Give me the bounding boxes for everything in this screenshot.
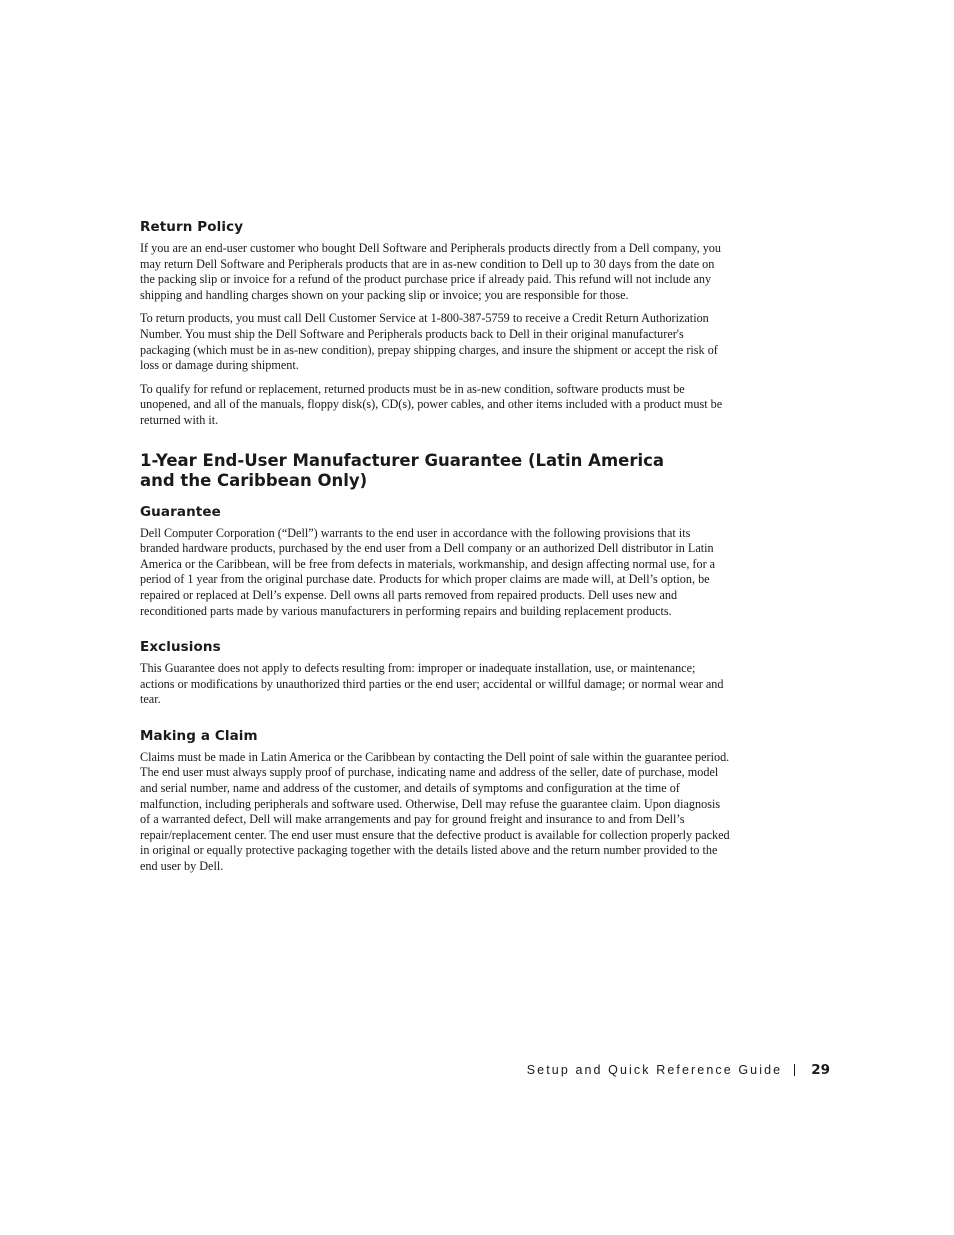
return-policy-paragraph-1: If you are an end-user customer who bought Dell Software and Peripherals products directly from a Dell company, you may return Dell Software and Peripherals products that are in as-new condition to Dell up to 30 days from the date on the packing slip or invoice for a refund of the product purchase price if already paid. This refund will not include any shipping and handling charges shown on your packing slip or invoice; you are responsible for those.	[140, 241, 721, 302]
page-content	[140, 218, 730, 883]
exclusions-heading: Exclusions	[140, 639, 221, 656]
spacer	[140, 437, 730, 451]
page-footer	[527, 1062, 830, 1078]
making-a-claim-heading: Making a Claim	[140, 727, 258, 744]
return-policy-paragraph-3: To qualify for refund or replacement, returned products must be in as-new condition, software products must be unopened, and all of the manuals, floppy disk(s), CD(s), power cables, and other items included with a product must be returned with it.	[140, 381, 723, 427]
return-policy-paragraph-2: To return products, you must call Dell Customer Service at 1-800-387-5759 to receive a Credit Return Authorization Number. You must ship the Dell Software and Peripherals products back to Dell in their original manufacturer's packaging (which must be in as-new condition), prepay shipping charges, and insure the shipment or accept the risk of loss or damage during shipment.	[140, 311, 718, 373]
manufacturer-guarantee-heading: 1-Year End-User Manufacturer Guarantee (Latin America and the Caribbean Only)	[140, 450, 665, 490]
spacer	[140, 716, 730, 727]
return-policy-section	[140, 218, 730, 429]
page-number: 29	[811, 1062, 830, 1078]
exclusions-paragraph: This Guarantee does not apply to defects resulting from: improper or inadequate installation, use, or maintenance; actions or modifications by unauthorized third parties or the end user; accidental or willful damage; or normal wear and tear.	[140, 661, 724, 707]
making-a-claim-paragraph: Claims must be made in Latin America or the Caribbean by contacting the Dell point of sale within the guarantee period. The end user must always supply proof of purchase, indicating name and address of the seller, date of purchase, model and serial number, name and address of the customer, and details of symptoms and configuration at the time of malfunction, including peripherals and software used. Otherwise, Dell may refuse the guarantee claim. Upon diagnosis of a warranted defect, Dell will make arrangements and pay for ground freight and insurance to and from Dell’s repair/replacement center. The end user must ensure that the defective product is available for collection properly packed in original or equally protective packaging together with the details listed above and the return number provided to the end user by Dell.	[140, 749, 730, 874]
manufacturer-guarantee-section	[140, 451, 730, 875]
guarantee-paragraph: Dell Computer Corporation (“Dell”) warrants to the end user in accordance with the following provisions that its branded hardware products, purchased by the end user from a Dell company or an authorized Dell distributor in Latin America or the Caribbean, will be free from defects in materials, workmanship, and design affecting normal use, for a period of 1 year from the original purchase date. Products for which proper claims are made will, at Dell’s option, be repaired or replaced at Dell’s expense. Dell owns all parts removed from repaired products. Dell uses new and reconditioned parts made by various manufacturers in performing repairs and building replacement products.	[140, 525, 716, 618]
return-policy-heading: Return Policy	[140, 219, 244, 235]
guarantee-heading: Guarantee	[140, 503, 221, 520]
footer-divider	[794, 1064, 795, 1076]
spacer	[140, 627, 730, 638]
guide-title: Setup and Quick Reference Guide	[526, 1063, 783, 1077]
